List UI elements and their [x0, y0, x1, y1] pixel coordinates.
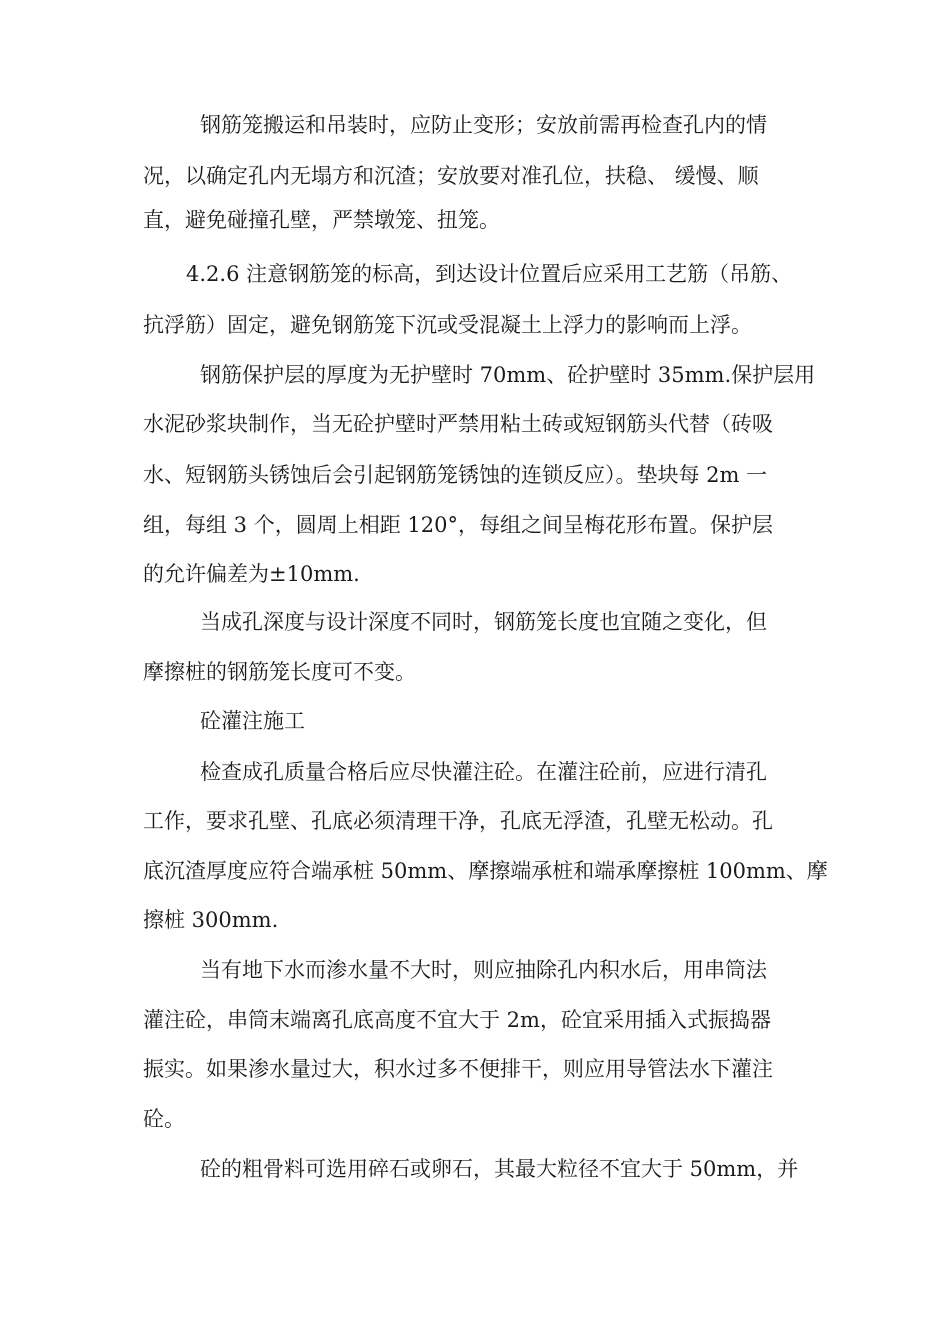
text-line: 工作，要求孔壁、孔底必须清理干净，孔底无浮渣，孔壁无松动。孔 — [143, 809, 773, 833]
text-line: 钢筋保护层的厚度为无护壁时 70mm、砼护壁时 35mm.保护层用 — [200, 363, 816, 387]
text-line: 况，以确定孔内无塌方和沉渣；安放要对准孔位，扶稳、 缓慢、顺 — [143, 164, 759, 188]
text-line: 振实。如果渗水量过大，积水过多不便排干，则应用导管法水下灌注 — [143, 1057, 773, 1081]
text-line: 直，避免碰撞孔壁，严禁墩笼、扭笼。 — [143, 208, 500, 232]
text-line: 抗浮筋）固定，避免钢筋笼下沉或受混凝土上浮力的影响而上浮。 — [143, 313, 752, 337]
text-line: 水泥砂浆块制作，当无砼护壁时严禁用粘土砖或短钢筋头代替（砖吸 — [143, 412, 773, 436]
text-line: 当有地下水而渗水量不大时，则应抽除孔内积水后，用串筒法 — [200, 958, 767, 982]
text-line: 的允许偏差为±10mm. — [143, 562, 360, 586]
text-line: 砼的粗骨料可选用碎石或卵石，其最大粒径不宜大于 50mm，并 — [200, 1157, 799, 1181]
subheading-line: 砼灌注施工 — [200, 709, 305, 733]
text-line: 摩擦桩的钢筋笼长度可不变。 — [143, 660, 416, 684]
text-line: 钢筋笼搬运和吊装时，应防止变形；安放前需再检查孔内的情 — [200, 113, 767, 137]
text-line: 底沉渣厚度应符合端承桩 50mm、摩擦端承桩和端承摩擦桩 100mm、摩 — [143, 859, 828, 883]
text-line: 水、短钢筋头锈蚀后会引起钢筋笼锈蚀的连锁反应）。垫块每 2m 一 — [143, 463, 768, 487]
text-line: 砼。 — [143, 1107, 185, 1131]
text-line: 灌注砼，串筒末端离孔底高度不宜大于 2m，砼宜采用插入式振捣器 — [143, 1008, 771, 1032]
section-heading-line: 4.2.6 注意钢筋笼的标高，到达设计位置后应采用工艺筋（吊筋、 — [186, 262, 793, 286]
text-line: 检查成孔质量合格后应尽快灌注砼。在灌注砼前，应进行清孔 — [200, 760, 767, 784]
text-line: 擦桩 300mm. — [143, 908, 279, 932]
text-line: 组，每组 3 个，圆周上相距 120°，每组之间呈梅花形布置。保护层 — [143, 513, 773, 537]
text-line: 当成孔深度与设计深度不同时，钢筋笼长度也宜随之变化，但 — [200, 610, 767, 634]
